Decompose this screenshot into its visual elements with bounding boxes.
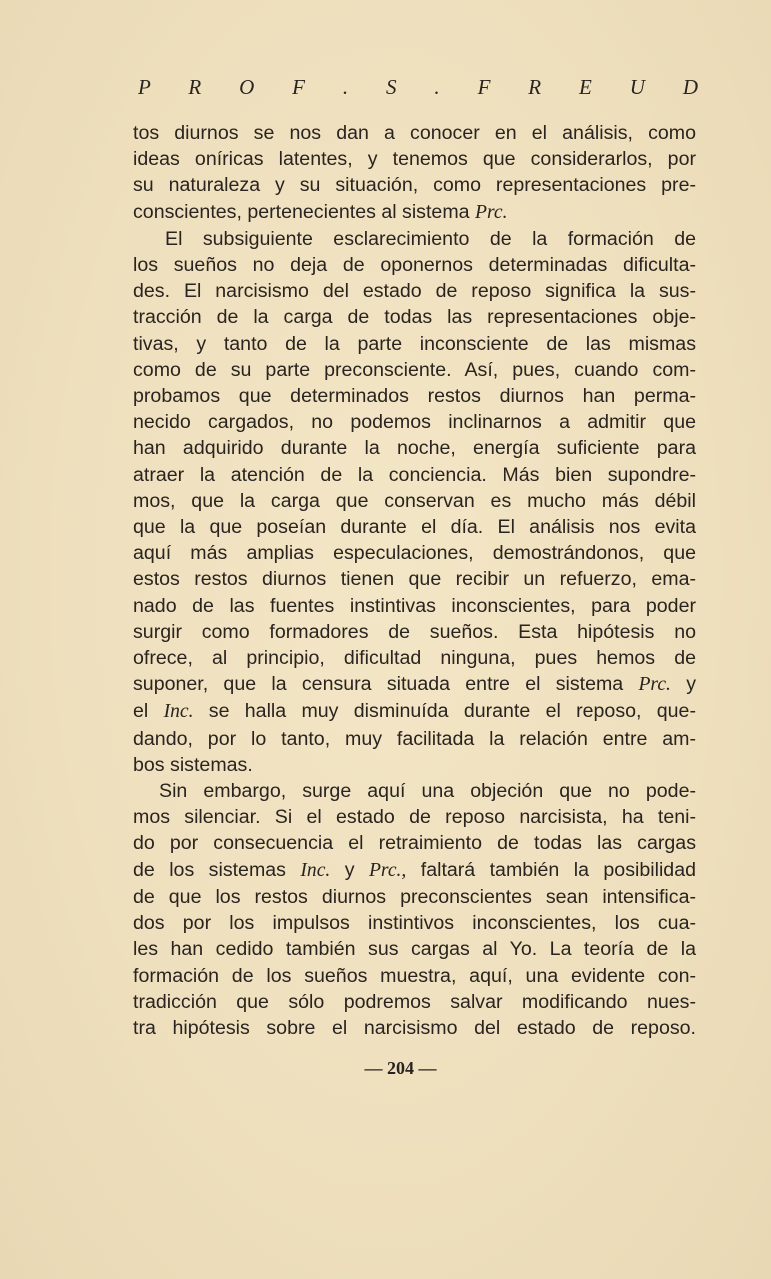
text-segment: se halla muy disminuída durante el reposo, que- xyxy=(208,700,696,723)
paragraph-2 xyxy=(133,226,696,778)
text-line: mos silenciar. Si el estado de reposo narcisista, ha teni- xyxy=(133,806,696,829)
text-segment: y xyxy=(344,858,355,881)
text-line xyxy=(133,698,696,725)
text-line: tracción de la carga de todas las representaciones obje- xyxy=(133,306,696,329)
text-line: dos por los impulsos instintivos inconscientes, los cua- xyxy=(133,912,696,935)
text-line: Sin embargo, surge aquí una objeción que no pode- xyxy=(159,780,696,803)
text-line: mos, que la carga que conservan es mucho más débil xyxy=(133,489,696,512)
abbrev-prc: Prc., xyxy=(368,859,407,881)
text-line: como de su parte preconsciente. Así, pues, cuando com- xyxy=(133,358,696,381)
abbrev-prc: Prc. xyxy=(638,674,671,696)
text-line: tradicción que sólo podremos salvar modificando nues- xyxy=(133,990,696,1013)
paragraph-1 xyxy=(133,120,696,226)
text-line: dando, por lo tanto, muy facilitada la relación entre am- xyxy=(133,727,696,750)
text-line: los sueños no deja de oponernos determinadas dificulta- xyxy=(133,254,696,277)
text-line: formación de los sueños muestra, aquí, una evidente con- xyxy=(133,964,696,987)
page-number: — 204 — xyxy=(364,1058,437,1078)
running-header: P R O F . S . F R E U D xyxy=(138,75,700,99)
text-line xyxy=(133,857,696,884)
text-line: que la que poseían durante el día. El análisis nos evita xyxy=(133,516,696,539)
text-segment: el xyxy=(133,700,149,723)
text-segment: faltará también la posibilidad xyxy=(420,858,696,881)
body-text xyxy=(133,120,696,1041)
text-line: do por consecuencia el retraimiento de todas las cargas xyxy=(133,832,696,855)
text-line: de que los restos diurnos preconscientes sean intensifica- xyxy=(133,885,696,908)
text-line: nado de las fuentes instintivas inconscientes, para poder xyxy=(133,594,696,617)
text-line: bos sistemas. xyxy=(133,753,253,776)
abbrev-inc: Inc. xyxy=(163,701,194,723)
text-line: surgir como formadores de sueños. Esta hipótesis no xyxy=(133,620,696,643)
text-line: tos diurnos se nos dan a conocer en el análisis, como xyxy=(133,122,696,144)
text-line: atraer la atención de la conciencia. Más bien supondre- xyxy=(133,463,696,486)
text-line: su naturaleza y su situación, como representaciones pre- xyxy=(133,174,696,197)
text-line: tivas, y tanto de la parte inconsciente de las mismas xyxy=(133,332,696,355)
text-line: necido cargados, no podemos inclinarnos a admitir que xyxy=(133,411,696,434)
text-line xyxy=(133,671,696,698)
abbrev-prc: Prc. xyxy=(475,201,508,223)
text-line: ideas oníricas latentes, y tenemos que considerarlos, por xyxy=(133,148,696,171)
text-segment: de los sistemas xyxy=(133,858,286,881)
paragraph-3 xyxy=(133,778,696,1041)
text-line: han adquirido durante la noche, energía suficiente para xyxy=(133,437,696,460)
text-line: des. El narcisismo del estado de reposo significa la sus- xyxy=(133,280,696,303)
text-line: les han cedido también sus cargas al Yo. La teoría de la xyxy=(133,938,696,961)
text-line: aquí más amplias especulaciones, demostrándonos, que xyxy=(133,542,696,565)
text-line: tra hipótesis sobre el narcisismo del estado de reposo. xyxy=(133,1016,696,1039)
text-line: El subsiguiente esclarecimiento de la formación de xyxy=(165,227,696,250)
text-line: ofrece, al principio, dificultad ninguna, pues hemos de xyxy=(133,647,696,670)
text-line xyxy=(133,199,696,226)
text-line: probamos que determinados restos diurnos han perma- xyxy=(133,385,696,408)
text-segment: y xyxy=(686,673,696,696)
text-segment: suponer, que la censura situada entre el sistema xyxy=(133,673,624,696)
abbrev-inc: Inc. xyxy=(300,859,331,881)
text-line: estos restos diurnos tienen que recibir un refuerzo, ema- xyxy=(133,568,696,591)
text-segment: conscientes, pertenecientes al sistema xyxy=(133,200,470,223)
